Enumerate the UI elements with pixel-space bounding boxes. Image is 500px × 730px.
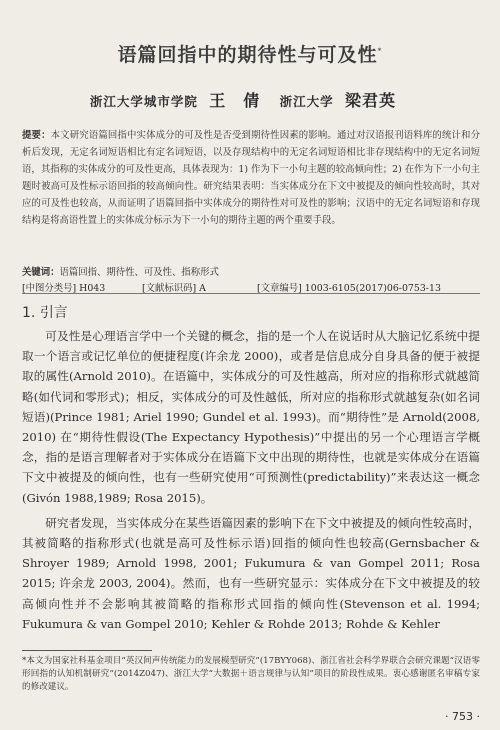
keywords [22, 266, 480, 280]
author-line [0, 88, 500, 111]
keywords-label: 关键词： [22, 267, 60, 278]
footnote: *本文为国家社科基金项目“英汉间声传统能力的发展模型研究”(17BYY068)、浙江省社会科学界联合会研究课题“汉语零形回指的认知机制研究”(2014Z047)、浙江大学“大数据＋语言规律与认知”项目的阶段性成果。衷心感谢匿名审稿专家的修改建议。 [22, 656, 480, 692]
author1-affiliation: 浙江大学城市学院 [89, 94, 198, 109]
article-meta [22, 266, 480, 296]
article-number: [文章编号] 1003-6105(2017)06-0753-13 [257, 283, 441, 294]
title-text: 语篇回指中的期待性与可及性 [117, 44, 378, 66]
abstract-text: 本文研究语篇回指中实体成分的可及性是否受到期待性因素的影响。通过对汉语报刊语料库的统计和分析后发现，无定名词短语相比有定名词短语，以及存现结构中的无定名词短语相比非存现结构中的无定名词短语，其指称的实体成分的可及性更高，具体表现为：1) 作为下一小句主题的较高倾向性；2) 在作为下一小句主题时被高可及性标示语回指的较高倾向性。研究结果表明：当实体成分在下文中被提及的倾向性较高时，其对应的可及性也较高，从而证明了语篇回指中实体成分的期待性对可及性的影响；汉语中的无定名词短语和存现结构是将高语性置上的实体成分标示为下一小句的期待主题的两个重要手段。 [22, 130, 480, 226]
header-divider [22, 293, 480, 294]
abstract-label: 提要： [22, 130, 51, 141]
author2-affiliation: 浙江大学 [279, 94, 334, 109]
article-title [0, 40, 500, 67]
keywords-text: 语篇回指、期待性、可及性、指称形式 [59, 267, 219, 278]
section-heading [22, 302, 68, 322]
paragraph: 研究者发现，当实体成分在某些语篇因素的影响下在下文中被提及的倾向性较高时，其被简略的指称形式(也就是高可及性标示语)回指的倾向性也较高(Gernsbacher & Shroyer 1989; Arnold 1998, 2001; Fukumura & van Gompel 2011; Rosa 2015; 许余龙 2003, 2004)。然而，也有一些研究显示：实体成分在下文中被提及的较高倾向性并不会影响其被简略的指称形式回指的倾向性(Stevenson et al. 1994; Fukumura & van Gompel 2010; Kehler & Rohde 2013; Rohde & Kehler [22, 515, 480, 631]
section-number: 1. [22, 305, 36, 321]
paragraph: 可及性是心理语言学中一个关键的概念，指的是一个人在说话时从大脑记忆系统中提取一个语言或记忆单位的便捷程度(许余龙 2000)，或者是信息成分自身具备的便于被提取的属性(Arnold 2010)。在语篇中，实体成分的可及性越高，所对应的指称形式就越简略(如代词和零形式)；相反，实体成分的可及性越低，所对应的指称形式就越复杂(如名词短语)(Prince 1981; Ariel 1990; Gundel et al. 1993)。而“期待性”是 Arnold(2008, 2010) 在“期待性假设(The Expectancy Hypothesis)”中提出的另一个心理语言学概念，指的是语言理解者对于实体成分在语篇下文中出现的期待性，也就是实体成分在语篇下文中被提及的倾向性，也有一些研究使用“可预测性(predictability)”来表达这一概念(Givón 1988,1989; Rosa 2015)。 [22, 329, 480, 505]
footnote-divider [22, 650, 152, 651]
author1-name: 王 倩 [209, 91, 261, 110]
section-title: 引言 [39, 305, 68, 321]
body-text [22, 326, 480, 634]
author2-name: 梁君英 [345, 91, 397, 110]
page-number: · 753 · [445, 710, 480, 723]
abstract [22, 127, 480, 229]
title-footnote-mark[interactable]: * [377, 46, 383, 56]
clc-number: [中图分类号] H043 [22, 283, 106, 294]
document-code: [文献标识码] A [142, 283, 206, 294]
